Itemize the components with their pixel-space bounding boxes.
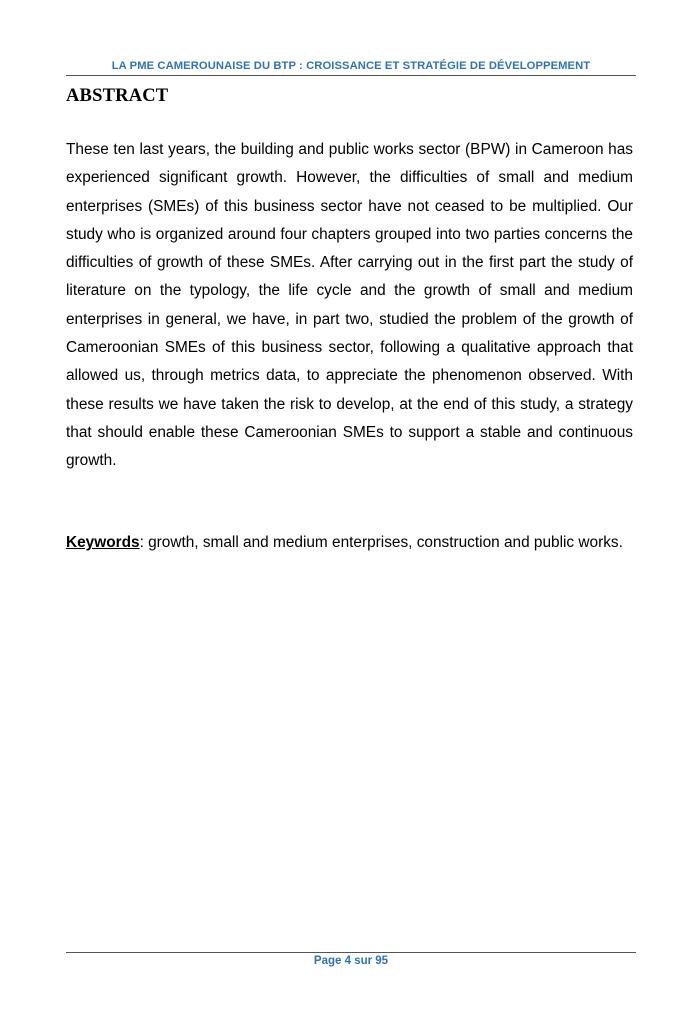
header-divider (66, 75, 636, 76)
page-number: Page 4 sur 95 (313, 955, 389, 967)
abstract-paragraph: These ten last years, the building and public works sector (BPW) in Cameroon has experienced significant growth. However, the difficulties of small and medium enterprises (SMEs) of this business sector have not ceased to be multiplied. Our study who is organized around four chapters grouped into two parties concerns the difficulties of growth of these SMEs. After carrying out in the first part the study of literature on the typology, the life cycle and the growth of small and medium enterprises in general, we have, in part two, studied the problem of the growth of Cameroonian SMEs of this business sector, following a qualitative approach that allowed us, through metrics data, to appreciate the phenomenon observed. With these results we have taken the risk to develop, at the end of this study, a strategy that should enable these Cameroonian SMEs to support a stable and continuous growth. (66, 141, 633, 470)
footer-divider (66, 952, 636, 953)
keywords-paragraph (66, 528, 633, 557)
keywords-text: : growth, small and medium enterprises, construction and public works. (139, 534, 623, 551)
section-title: ABSTRACT (66, 86, 169, 106)
keywords-label: Keywords (66, 534, 140, 551)
running-header-title: LA PME CAMEROUNAISE DU BTP : CROISSANCE ET STRATÉGIE DE DÉVELOPPEMENT (111, 60, 591, 72)
